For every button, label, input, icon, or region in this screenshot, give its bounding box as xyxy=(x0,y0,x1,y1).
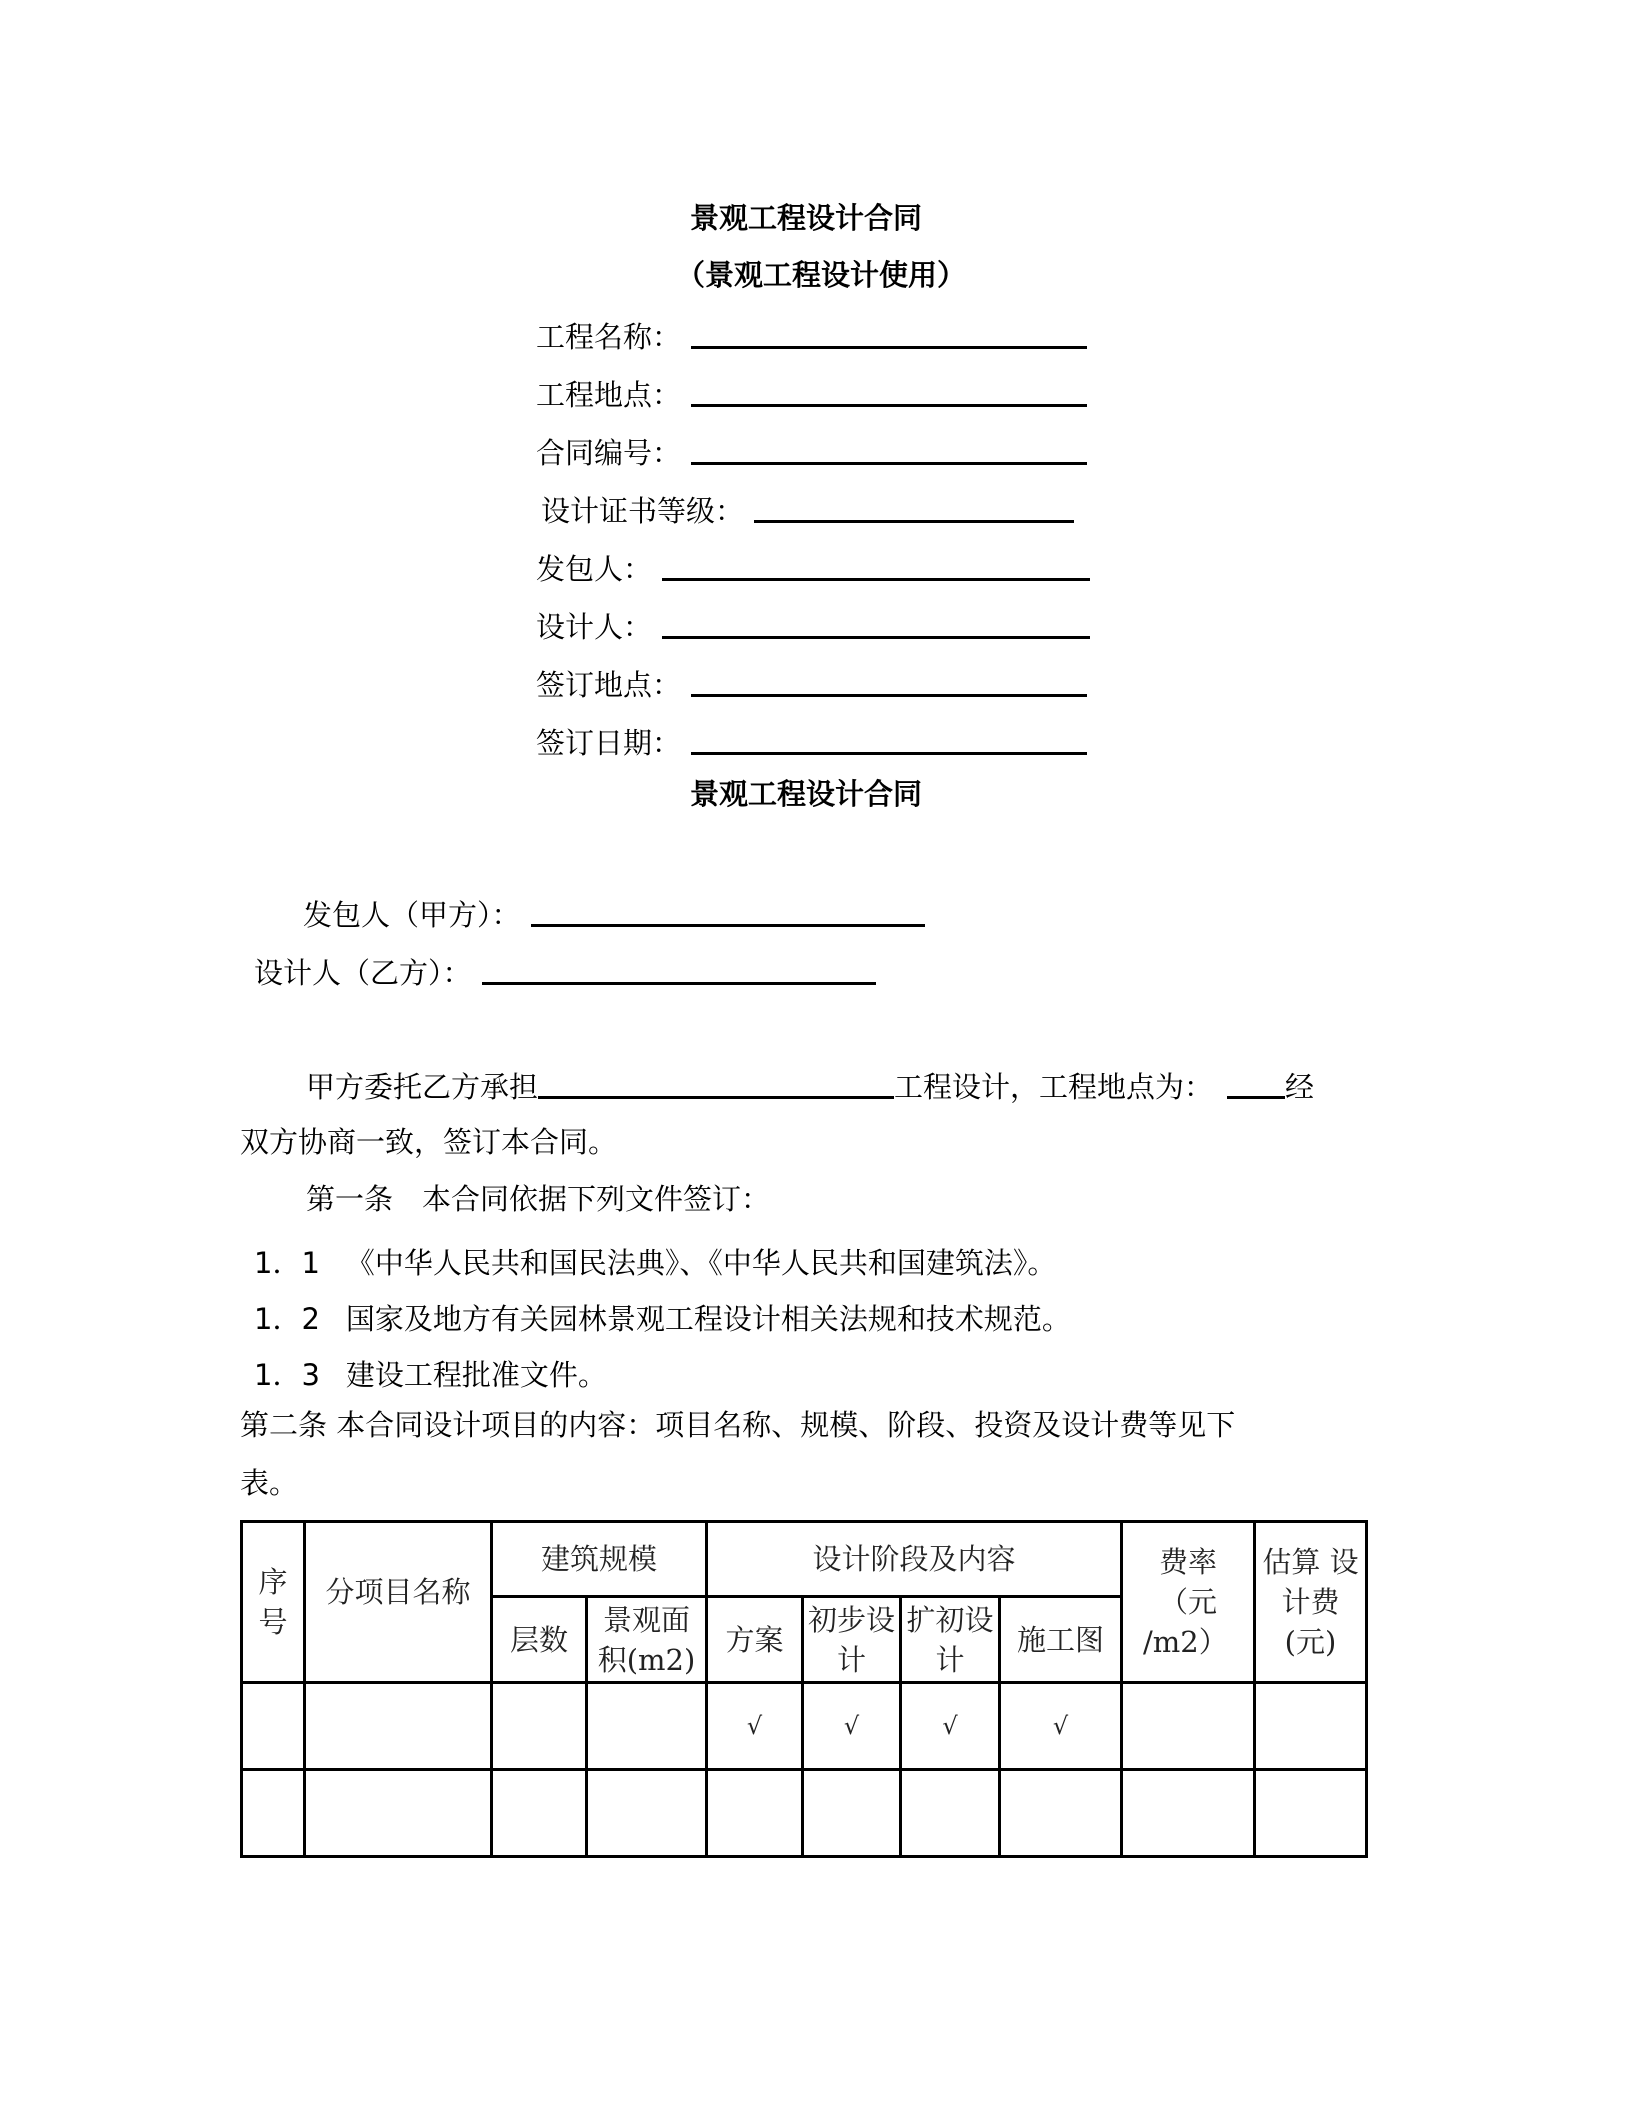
header-design-stage: 设计阶段及内容 xyxy=(707,1522,1122,1597)
article-2-line-2: 表。 xyxy=(240,1466,299,1500)
project-location-blank[interactable] xyxy=(691,403,1087,407)
cell-area[interactable] xyxy=(587,1683,707,1770)
cell-floors[interactable] xyxy=(492,1683,587,1770)
header-landscape-area xyxy=(587,1597,707,1683)
item-number: 1．1 xyxy=(254,1246,320,1280)
party-a xyxy=(303,893,925,934)
cell-fee[interactable] xyxy=(1255,1770,1367,1857)
header-prelim-line: 初步设 xyxy=(807,1602,895,1637)
certificate-level-blank[interactable] xyxy=(754,519,1074,523)
header-expanded-design xyxy=(901,1597,1000,1683)
cover-field-project-location xyxy=(536,373,1087,414)
header-scheme: 方案 xyxy=(707,1597,803,1683)
cell-area[interactable] xyxy=(587,1770,707,1857)
header-rate-line: （元 xyxy=(1158,1585,1217,1619)
party-b xyxy=(254,951,876,992)
project-blank[interactable] xyxy=(538,1095,894,1099)
cover-field-certificate-level xyxy=(541,489,1074,530)
header-fee-line: 计费 xyxy=(1281,1585,1340,1619)
header-area-line: 积(m2) xyxy=(597,1642,696,1677)
intro-part2: 工程设计，工程地点为： xyxy=(894,1070,1214,1104)
header-prelim-line: 计 xyxy=(836,1642,866,1677)
item-text: 国家及地方有关园林景观工程设计相关法规和技术规范。 xyxy=(345,1302,1071,1336)
item-number: 1．2 xyxy=(254,1302,320,1336)
header-rate-line: 费率 xyxy=(1158,1545,1217,1579)
document-title: 景观工程设计合同 xyxy=(690,201,923,235)
section-title: 景观工程设计合同 xyxy=(690,777,923,811)
employer-blank[interactable] xyxy=(662,577,1090,581)
header-rate xyxy=(1122,1522,1255,1683)
cell-seq[interactable] xyxy=(242,1770,305,1857)
cover-field-employer xyxy=(536,547,1090,588)
cover-field-project-name xyxy=(536,315,1087,356)
design-items-table xyxy=(240,1520,1368,1858)
intro-line-1 xyxy=(306,1065,1314,1106)
cell-rate[interactable] xyxy=(1122,1770,1255,1857)
header-row-1 xyxy=(242,1522,1367,1597)
field-label: 签订日期： xyxy=(536,726,682,760)
party-a-blank[interactable] xyxy=(531,923,925,927)
article-1-item xyxy=(254,1297,1071,1338)
cell-floors[interactable] xyxy=(492,1770,587,1857)
cell-expanded-check[interactable]: √ xyxy=(901,1683,1000,1770)
header-expanded-line: 计 xyxy=(935,1642,965,1677)
field-label: 设计人： xyxy=(536,610,653,644)
intro-part1: 甲方委托乙方承担 xyxy=(306,1070,539,1104)
cell-name[interactable] xyxy=(305,1683,492,1770)
cell-name[interactable] xyxy=(305,1770,492,1857)
header-seq xyxy=(242,1522,305,1683)
signing-place-blank[interactable] xyxy=(691,693,1087,697)
table-row xyxy=(242,1683,1367,1770)
intro-part3: 经 xyxy=(1285,1070,1315,1104)
party-b-blank[interactable] xyxy=(482,981,876,985)
document-subtitle: （景观工程设计使用） xyxy=(676,258,967,292)
intro-line-2: 双方协商一致，签订本合同。 xyxy=(240,1125,618,1159)
header-fee-line: 估算 设 xyxy=(1262,1545,1359,1579)
article-1-item xyxy=(254,1241,1056,1282)
cover-field-designer xyxy=(536,605,1090,646)
field-label: 合同编号： xyxy=(536,436,682,470)
cell-construction-check[interactable] xyxy=(1000,1770,1122,1857)
item-text: 《中华人民共和国民法典》、《中华人民共和国建筑法》。 xyxy=(345,1246,1057,1280)
cell-seq[interactable] xyxy=(242,1683,305,1770)
header-fee-line: (元) xyxy=(1284,1625,1337,1659)
field-label: 设计证书等级： xyxy=(541,494,745,528)
project-name-blank[interactable] xyxy=(691,345,1087,349)
article-1-item xyxy=(254,1353,607,1394)
header-rate-line: /m2） xyxy=(1143,1625,1228,1659)
location-blank[interactable] xyxy=(1227,1095,1285,1099)
designer-blank[interactable] xyxy=(662,635,1090,639)
item-number: 1．3 xyxy=(254,1358,320,1392)
header-seq-line: 序 xyxy=(258,1565,288,1599)
field-label: 发包人： xyxy=(536,552,653,586)
field-label: 签订地点： xyxy=(536,668,682,702)
party-b-label: 设计人（乙方）： xyxy=(254,956,472,990)
cell-prelim-check[interactable]: √ xyxy=(803,1683,901,1770)
item-text: 建设工程批准文件。 xyxy=(345,1358,607,1392)
header-expanded-line: 扩初设 xyxy=(906,1602,994,1637)
header-seq-line: 号 xyxy=(258,1605,288,1639)
cell-expanded-check[interactable] xyxy=(901,1770,1000,1857)
cover-field-contract-number xyxy=(536,431,1087,472)
table-row xyxy=(242,1770,1367,1857)
header-item-name: 分项目名称 xyxy=(305,1522,492,1683)
signing-date-blank[interactable] xyxy=(691,751,1087,755)
article-2-line-1: 第二条 本合同设计项目的内容：项目名称、规模、阶段、投资及设计费等见下 xyxy=(240,1408,1236,1442)
header-preliminary-design xyxy=(803,1597,901,1683)
field-label: 工程名称： xyxy=(536,320,682,354)
header-construction-drawing: 施工图 xyxy=(1000,1597,1122,1683)
header-estimated-fee xyxy=(1255,1522,1367,1683)
header-area-line: 景观面 xyxy=(602,1602,690,1637)
article-1-heading: 第一条 本合同依据下列文件签订： xyxy=(306,1182,771,1216)
cell-construction-check[interactable]: √ xyxy=(1000,1683,1122,1770)
header-building-scale: 建筑规模 xyxy=(492,1522,707,1597)
cell-scheme-check[interactable] xyxy=(707,1770,803,1857)
party-a-label: 发包人（甲方）： xyxy=(303,898,521,932)
cell-fee[interactable] xyxy=(1255,1683,1367,1770)
contract-number-blank[interactable] xyxy=(691,461,1087,465)
cell-prelim-check[interactable] xyxy=(803,1770,901,1857)
cell-rate[interactable] xyxy=(1122,1683,1255,1770)
field-label: 工程地点： xyxy=(536,378,682,412)
header-floors: 层数 xyxy=(492,1597,587,1683)
cover-field-signing-place xyxy=(536,663,1087,704)
cover-field-signing-date xyxy=(536,721,1087,762)
cell-scheme-check[interactable]: √ xyxy=(707,1683,803,1770)
